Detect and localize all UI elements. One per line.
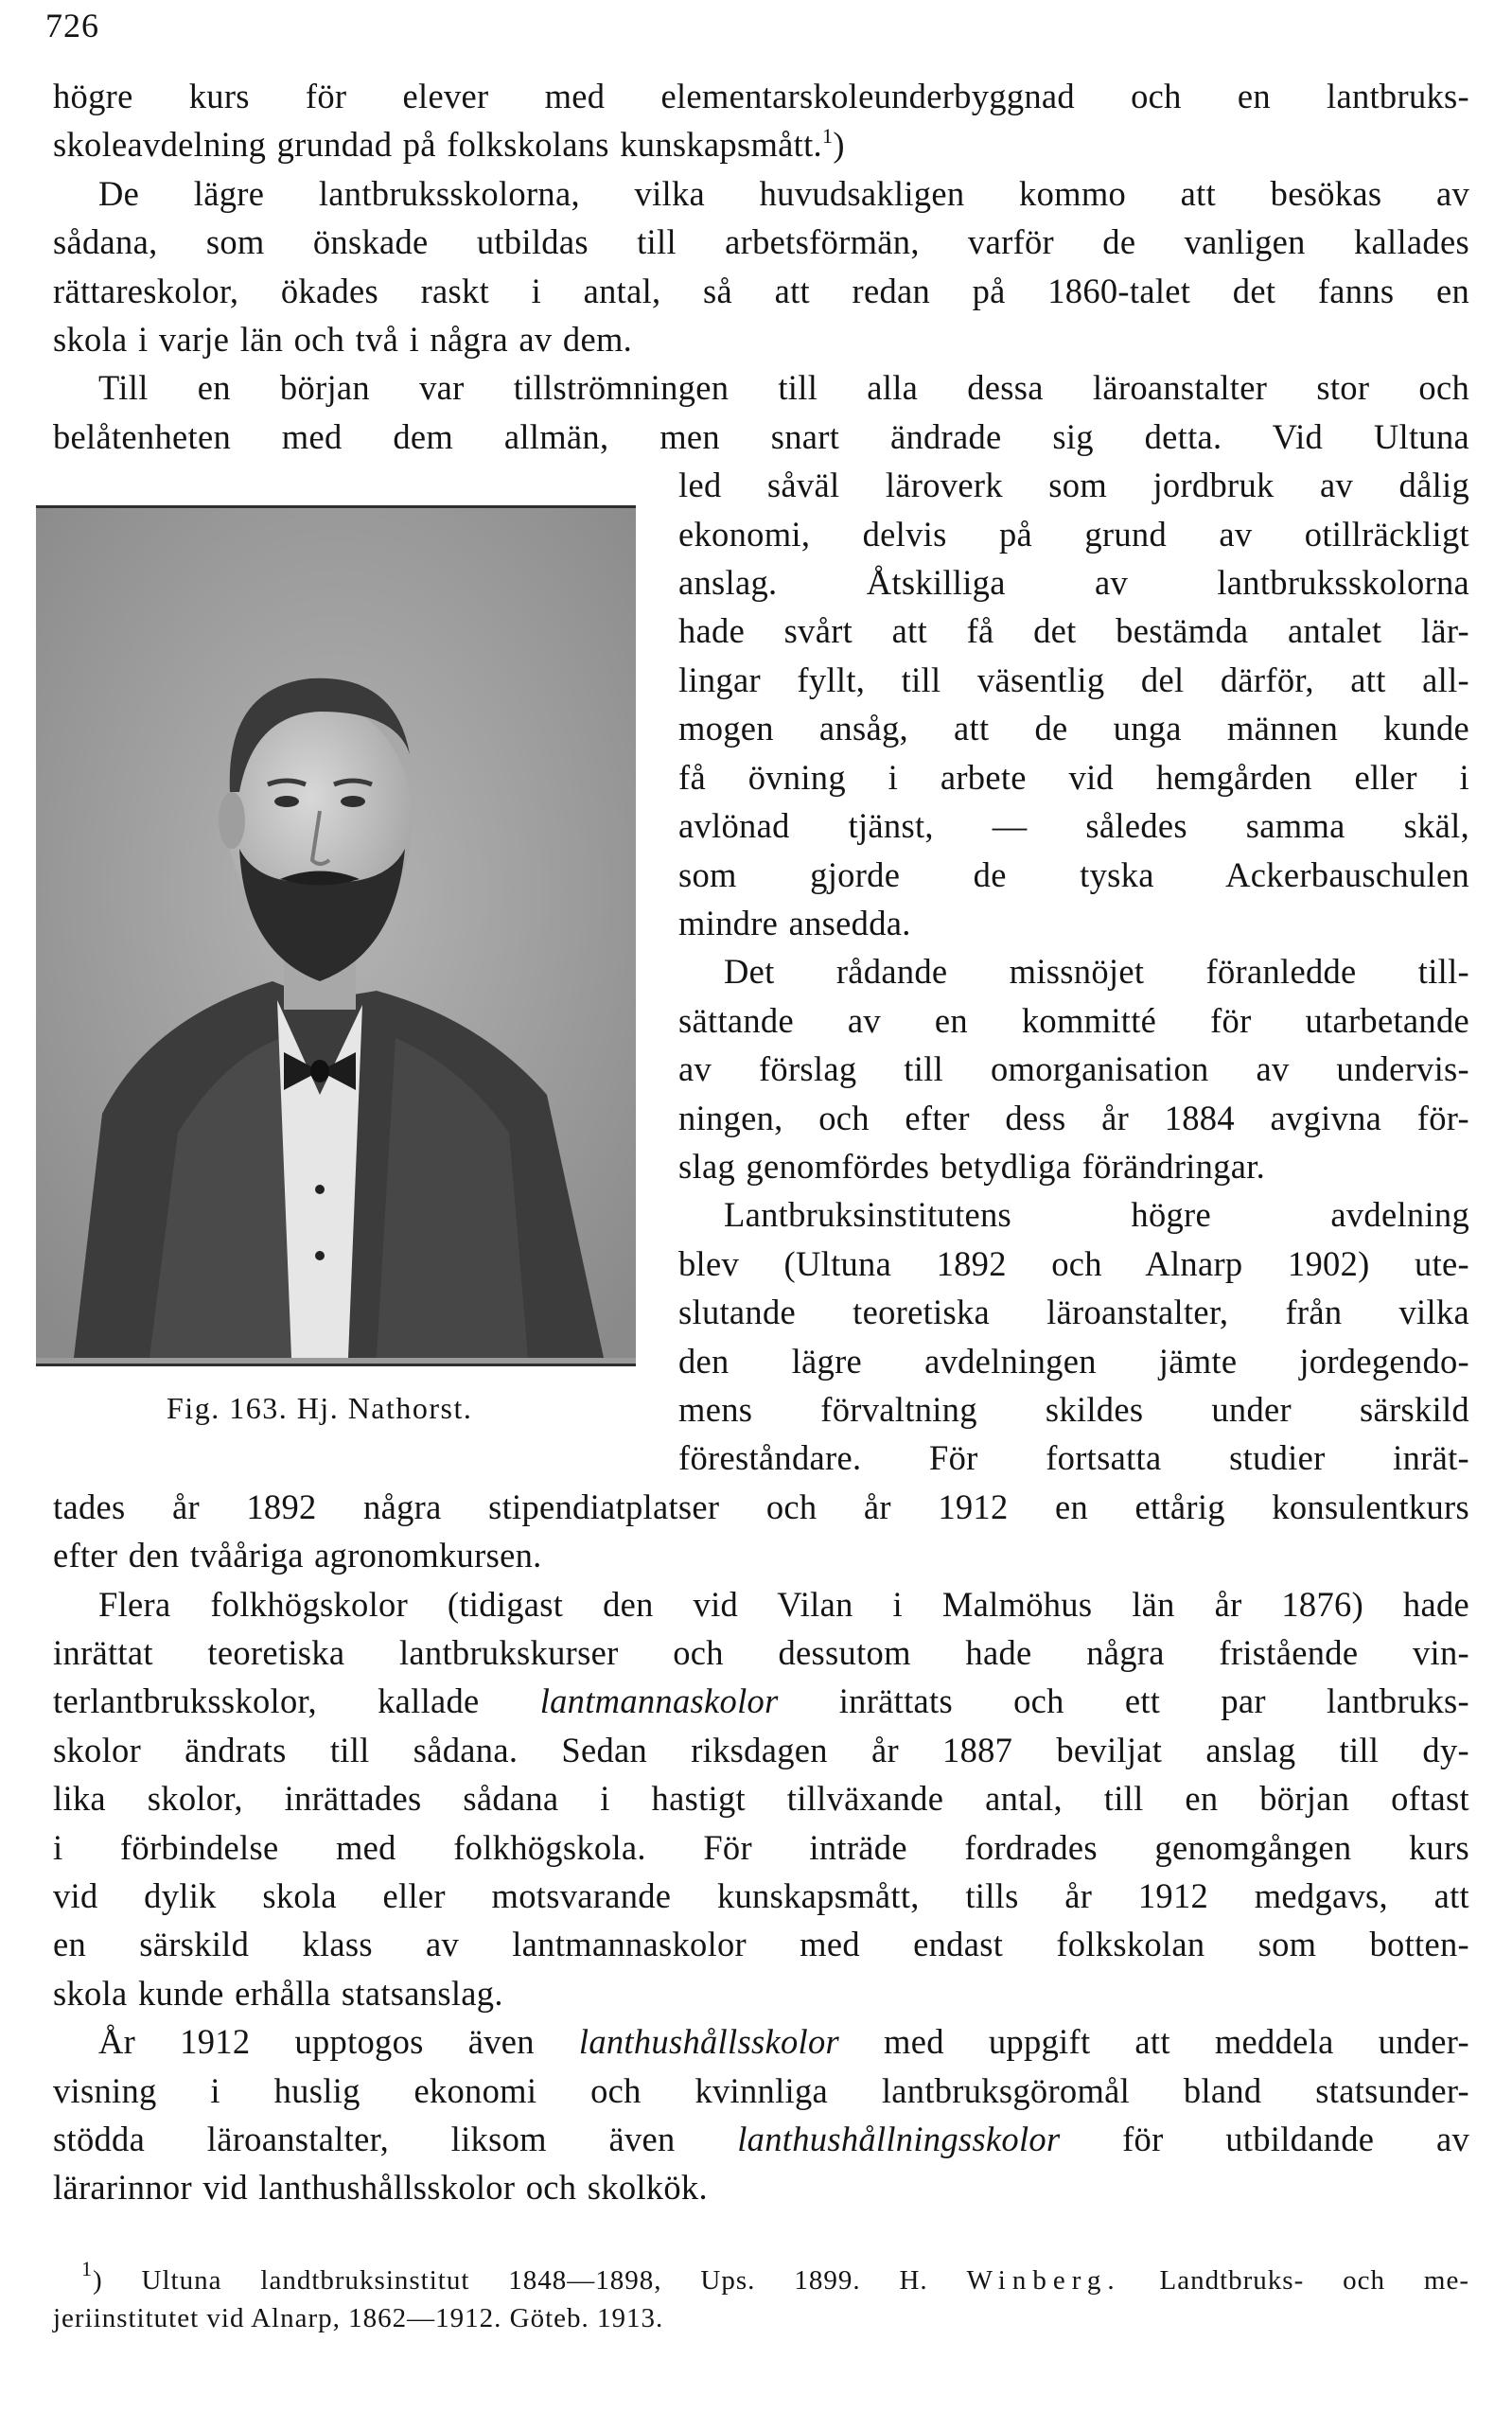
- text-line: den lägre avdelningen jämte jordegendo-: [678, 1341, 1469, 1381]
- text-line: Det rådande missnöjet föranledde till-: [724, 952, 1469, 992]
- text-segment: stödda läroanstalter, liksom även: [53, 2120, 738, 2159]
- paragraph-1: [53, 72, 1469, 169]
- text-line: sättande av en kommitté för utarbetande: [678, 1000, 1469, 1040]
- text-line: en särskild klass av lantmannaskolor med endast folkskolan som botten-: [53, 1925, 1469, 1964]
- text-line: skola i varje län och två i några av dem.: [53, 320, 633, 360]
- text-line: mogen ansåg, att de unga männen kunde: [678, 709, 1469, 748]
- text-line: avlönad tjänst, — således samma skäl,: [678, 806, 1469, 846]
- text-line: lika skolor, inrättades sådana i hastigt tillväxande antal, till en början oftast: [53, 1779, 1469, 1819]
- author-name: Winberg.: [966, 2265, 1121, 2296]
- text-segment: inrättats och ett par lantbruks-: [778, 1681, 1469, 1721]
- italic-term: lanthushållningsskolor: [737, 2120, 1061, 2159]
- footnote: [53, 2257, 1469, 2337]
- text-segment: År 1912 upptogos även: [98, 2022, 579, 2062]
- text-line: slag genomfördes betydliga förändringar.: [678, 1146, 1266, 1186]
- text-line: slutande teoretiska läroanstalter, från vilka: [678, 1293, 1469, 1332]
- footnote-line: jeriinstitutet vid Alnarp, 1862—1912. Göteb. 1913.: [53, 2303, 664, 2333]
- text-line: föreståndare. För fortsatta studier inrät-: [678, 1438, 1469, 1478]
- text-line: skola kunde erhålla statsanslag.: [53, 1973, 503, 2013]
- narrow-column: [678, 1190, 1469, 1482]
- footnote-line: [53, 2257, 1469, 2299]
- text-line: få övning i arbete vid hemgården eller i: [678, 757, 1469, 797]
- text-line: skolor ändrats till sådana. Sedan riksdagen år 1887 beviljat anslag till dy-: [53, 1730, 1469, 1769]
- text-line: De lägre lantbruksskolorna, vilka huvudsakligen kommo att besökas av: [98, 173, 1469, 213]
- page-number: 726: [45, 7, 99, 44]
- text-segment: för utbildande av: [1060, 2120, 1469, 2159]
- text-line: i förbindelse med folkhögskola. För inträde fordrades genomgången kurs: [53, 1827, 1469, 1867]
- portrait-image: [36, 508, 636, 1358]
- text-line: led såväl läroverk som jordbruk av dålig: [678, 466, 1469, 505]
- text-line: lärarinnor vid lanthushållsskolor och skolkök.: [53, 2168, 708, 2208]
- footnote-reference: 1: [822, 124, 834, 149]
- text-line-tail: ): [833, 125, 845, 165]
- text-segment: ) Ultuna landtbruksinstitut 1848—1898, Ups. 1899. H.: [93, 2265, 967, 2296]
- text-line: mens förvaltning skildes under särskild: [678, 1389, 1469, 1429]
- text-segment: terlantbruksskolor, kallade: [53, 1681, 540, 1721]
- text-line: blev (Ultuna 1892 och Alnarp 1902) ute-: [678, 1243, 1469, 1283]
- text-line: mindre ansedda.: [678, 903, 911, 942]
- text-line: vid dylik skola eller motsvarande kunskapsmått, tills år 1912 medgavs, att: [53, 1876, 1469, 1916]
- narrow-column: [678, 461, 1469, 947]
- italic-term: lantmannaskolor: [539, 1681, 779, 1721]
- text-line: inrättat teoretiska lantbrukskurser och dessutom hade några fristående vin-: [53, 1633, 1469, 1672]
- portrait-photograph: [36, 505, 636, 1366]
- text-line: tades år 1892 några stipendiatplatser och år 1912 en ettårig konsulentkurs: [53, 1487, 1469, 1526]
- text-line: hade svårt att få det bestämda antalet lär-: [678, 611, 1469, 651]
- text-line: av förslag till omorganisation av undervis-: [678, 1049, 1469, 1089]
- figure-caption: Fig. 163. Hj. Nathorst.: [167, 1391, 473, 1425]
- text-line: Lantbruksinstitutens högre avdelning: [724, 1195, 1469, 1235]
- paragraph-6: [53, 1580, 1469, 2018]
- text-segment: med uppgift att meddela under-: [839, 2022, 1469, 2062]
- text-line: ekonomi, delvis på grund av otillräckligt: [678, 514, 1469, 554]
- text-line: lingar fyllt, till väsentlig del därför, att all-: [678, 660, 1469, 699]
- text-segment: Landtbruks- och me-: [1120, 2265, 1469, 2296]
- text-line: Flera folkhögskolor (tidigast den vid Vilan i Malmöhus län år 1876) hade: [98, 1584, 1469, 1624]
- paragraph-2: [53, 169, 1469, 364]
- text-line-content: skoleavdelning grundad på folkskolans kunskapsmått.: [53, 125, 822, 165]
- text-line: anslag. Åtskilliga av lantbruksskolorna: [678, 563, 1469, 603]
- text-line: [53, 120, 1469, 168]
- text-line: som gjorde de tyska Ackerbauschulen: [678, 854, 1469, 894]
- paragraph-7: [53, 2017, 1469, 2212]
- italic-term: lanthushållsskolor: [578, 2022, 839, 2062]
- text-line: ningen, och efter dess år 1884 avgivna för-: [678, 1098, 1469, 1137]
- text-line: sådana, som önskade utbildas till arbetsförmän, varför de vanligen kallades: [53, 222, 1469, 262]
- paragraph-4: [678, 947, 1469, 1190]
- footnote-marker: 1: [81, 2257, 93, 2280]
- text-line: rättareskolor, ökades raskt i antal, så att redan på 1860-talet det fanns en: [53, 271, 1469, 310]
- text-line: visning i huslig ekonomi och kvinnliga lantbruksgöromål bland statsunder-: [53, 2070, 1469, 2110]
- text-line: [53, 1677, 1469, 1725]
- text-line: belåtenheten med dem allmän, men snart ändrade sig detta. Vid Ultuna: [53, 416, 1469, 456]
- text-line: [53, 2017, 1469, 2066]
- text-line: [53, 2115, 1469, 2163]
- text-line: Till en början var tillströmningen till alla dessa läroanstalter stor och: [98, 368, 1469, 408]
- text-line: högre kurs för elever med elementarskoleunderbyggnad och en lantbruks-: [53, 77, 1469, 115]
- text-line: efter den tvååriga agronomkursen.: [53, 1536, 542, 1575]
